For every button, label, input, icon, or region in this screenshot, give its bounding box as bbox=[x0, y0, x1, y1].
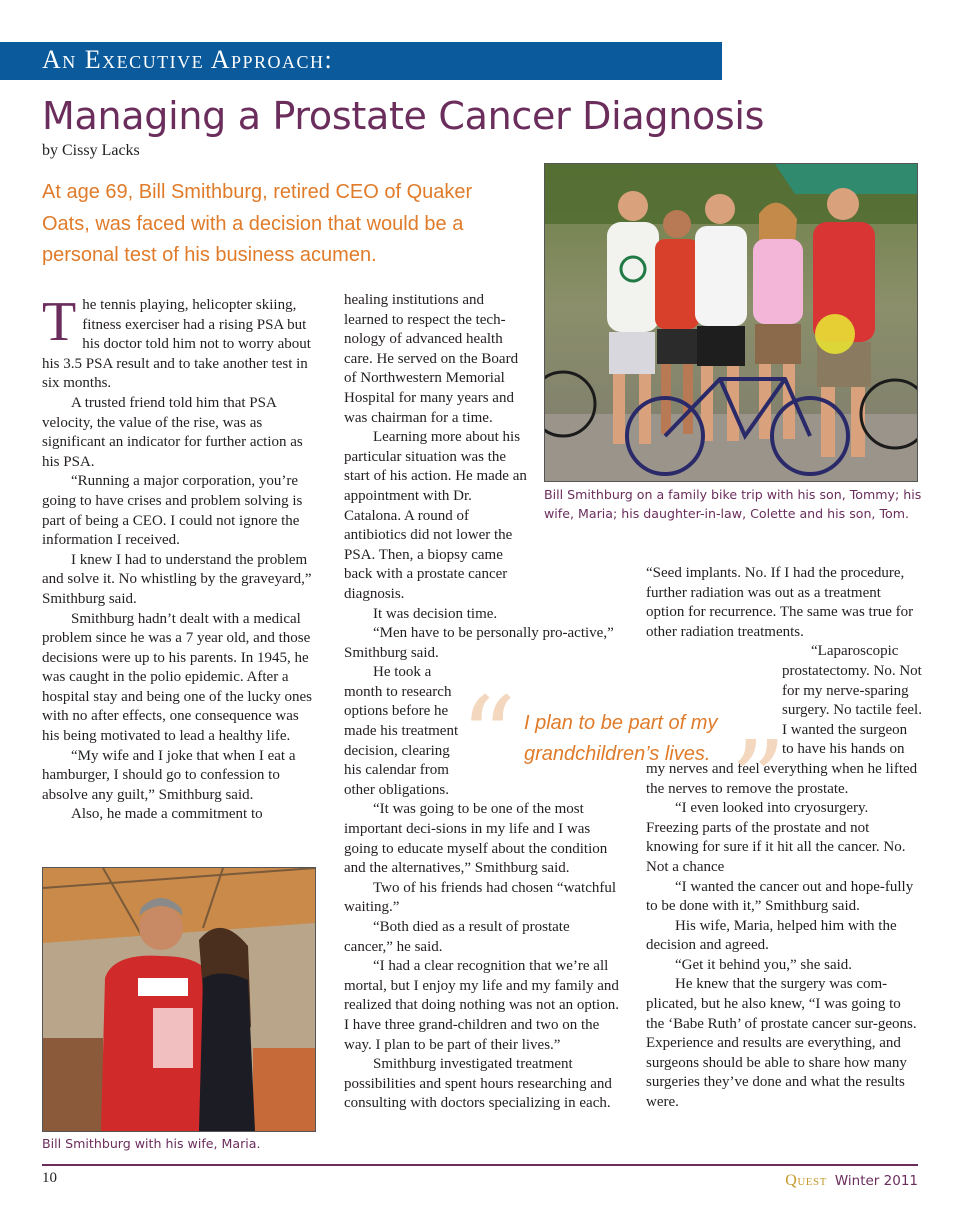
banner-text: An Executive Approach: bbox=[42, 45, 334, 74]
pull-quote-text: I plan to be part of my grandchildren’s lives. bbox=[524, 712, 718, 765]
col3-paragraph: “I wanted the cancer out and hope-fully to be done with it,” Smithburg said. bbox=[646, 878, 914, 915]
article-deck: At age 69, Bill Smithburg, retired CEO of Quaker Oats, was faced with a decision that would be a personal test of his business acumen. bbox=[42, 181, 473, 266]
col2-paragraph: healing institutions and learned to respect the tech-nology of advanced health care. He served on the Board of Northwestern Memorial Hospital for many years and was chairman for a time. bbox=[344, 292, 519, 426]
col1-paragraph: Smithburg hadn’t dealt with a medical problem since he was a 7 year old, and those decisions were up to his parents. In 1945, he was caught in the polio epidemic. After a hospital stay and being one of the lucky ones with no after effects, one consequence was his being motivated to lead a healthy life. bbox=[42, 610, 312, 745]
col1-paragraph: Also, he made a commitment to bbox=[71, 806, 263, 823]
page-number: 10 bbox=[42, 1170, 57, 1186]
section-banner bbox=[0, 42, 722, 80]
issue-date: Winter 2011 bbox=[834, 1173, 918, 1189]
couple-photo bbox=[42, 867, 316, 1132]
col1-text: he tennis playing, helicopter skiing, fitness exerciser had a rising PSA but his doctor told him not to worry about his 3.5 PSA result and to take another test in six months. bbox=[42, 297, 311, 392]
photo-wrap-spacer bbox=[530, 291, 620, 569]
col3-paragraph: “Seed implants. No. If I had the procedure, further radiation was out as a treatment option for recurrence. The same was true for other radiation treatments. bbox=[646, 565, 914, 640]
col3-paragraph: He knew that the surgery was com-plicated, but he also knew, “I was going to the ‘Babe Ruth’ of prostate cancer sur-geons. Experience and results are everything, and surgeons should be able to share how many surgeries they’ve done and what the results were. bbox=[646, 976, 917, 1111]
footer-publication bbox=[785, 1170, 918, 1190]
col3-paragraph: “I even looked into cryosurgery. Freezing parts of the prostate and not knowing for sure if it hit all the cancer. No. Not a chance bbox=[646, 800, 906, 875]
footer-rule bbox=[42, 1164, 918, 1166]
byline: by Cissy Lacks bbox=[42, 142, 140, 159]
col1-paragraph: “My wife and I joke that when I eat a hamburger, I should go to confession to absolve any guilt,” Smithburg said. bbox=[42, 747, 296, 803]
col1-paragraph: A trusted friend told him that PSA velocity, the value of the rise, was as significant an indicator for further action as his PSA. bbox=[42, 394, 303, 470]
col2-paragraph: Learning more about his particular situation was the start of his action. He made an appointment with Dr. Catalona. A round of antibiotics did not lower the PSA. Then, a biopsy came back with a prostate cancer diagnosis. bbox=[344, 429, 527, 602]
col3-paragraph: “Get it behind you,” she said. bbox=[675, 956, 853, 973]
col2-paragraph: He took a month to research options before he made his treatment decision, clearing his calendar from other obligations. bbox=[344, 664, 459, 798]
couple-photo-caption: Bill Smithburg with his wife, Maria. bbox=[42, 1136, 261, 1151]
col2-paragraph: “It was going to be one of the most important deci-sions in my life and I was going to educate myself about the condition and the alternatives,” Smithburg said. bbox=[344, 801, 608, 877]
col2-paragraph: “Both died as a result of prostate cancer,” he said. bbox=[344, 919, 570, 955]
open-quote-mark: “ bbox=[460, 673, 517, 801]
col1-paragraph: I knew I had to understand the problem and solve it. No whistling by the graveyard,” Smithburg said. bbox=[42, 551, 312, 607]
col2-paragraph: “I had a clear recognition that we’re all mortal, but I enjoy my life and my family and realized that doing nothing was not an option. I have three grand-children and two on the way. I plan to be part of their lives.” bbox=[344, 958, 619, 1053]
pull-quote bbox=[458, 673, 788, 845]
col1-paragraph: “Running a major corporation, you’re going to have crises and problem solving is part of being a CEO. I could not ignore the information I received. bbox=[42, 473, 303, 549]
drop-cap: T bbox=[42, 291, 77, 353]
col1-paragraph bbox=[42, 291, 318, 394]
article-title: Managing a Prostate Cancer Diagnosis bbox=[42, 94, 765, 138]
col2-paragraph: Smithburg investigated treatment possibilities and spent hours researching and consulting with doctors specializing in each. bbox=[344, 1056, 612, 1112]
col2-paragraph: Two of his friends had chosen “watchful waiting.” bbox=[344, 879, 617, 916]
close-quote-mark: ” bbox=[730, 717, 787, 845]
publication-name: Quest bbox=[785, 1172, 827, 1189]
col3-paragraph: His wife, Maria, helped him with the decision and agreed. bbox=[646, 917, 897, 954]
couple-photo-image bbox=[43, 868, 315, 1131]
family-photo-caption: Bill Smithburg on a family bike trip with his son, Tommy; his wife, Maria; his daughter-in-law, Colette and his son, Tom. bbox=[544, 487, 922, 521]
col3-paragraph: “Laparoscopic prostatectomy. No. Not for my nerve-sparing surgery. No tactile feel. I wanted the surgeon to have his hands on my nerves and feel everything when he lifted the nerves to remove the prostate. bbox=[646, 643, 922, 797]
article-column-1 bbox=[42, 291, 318, 825]
col2-paragraph: It was decision time. bbox=[373, 605, 498, 622]
col2-paragraph: “Men have to be personally pro-active,” Smithburg said. bbox=[344, 625, 614, 661]
